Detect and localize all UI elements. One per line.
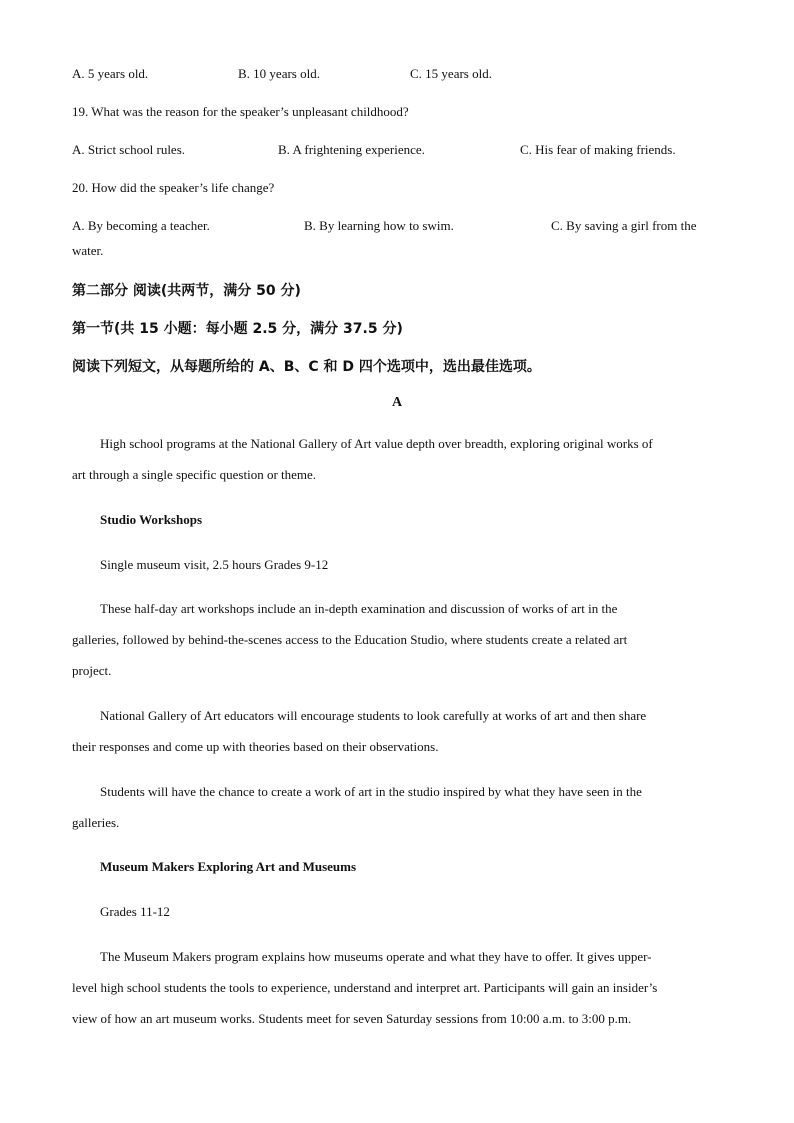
makers-p1-line-1: The Museum Makers program explains how museums operate and what they have to offer. It gives upper- xyxy=(100,949,652,964)
studio-p1-line-3: project. xyxy=(72,663,112,678)
makers-p1-line-2: level high school students the tools to experience, understand and interpret art. Participants will gain an insider’s xyxy=(72,980,658,995)
museum-makers-meta: Grades 11-12 xyxy=(100,904,170,919)
sub-heading: 第一节(共 15 小题：每小题 2.5 分，满分 37.5 分) xyxy=(72,321,403,337)
studio-p2-line-1: National Gallery of Art educators will encourage students to look carefully at works of art and then share xyxy=(100,708,647,723)
makers-p1-line-3: view of how an art museum works. Students meet for seven Saturday sessions from 10:00 a.m. to 3:00 p.m. xyxy=(72,1011,632,1026)
q18-option-a: A. 5 years old. xyxy=(72,66,149,81)
passage-letter: A xyxy=(391,395,403,410)
q19-option-c: C. His fear of making friends. xyxy=(520,142,676,157)
q18-option-c: C. 15 years old. xyxy=(410,66,492,81)
q19-option-a: A. Strict school rules. xyxy=(72,142,186,157)
studio-workshops-title: Studio Workshops xyxy=(100,512,203,527)
q18-option-b: B. 10 years old. xyxy=(238,66,320,81)
q20-option-c-continued: water. xyxy=(72,243,104,258)
instructions: 阅读下列短文，从每题所给的 A、B、C 和 D 四个选项中，选出最佳选项。 xyxy=(72,359,541,375)
studio-p1-line-1: These half-day art workshops include an in-depth examination and discussion of works of art in the xyxy=(100,601,618,616)
studio-p2-line-2: their responses and come up with theories based on their observations. xyxy=(72,739,439,754)
studio-p3-line-2: galleries. xyxy=(72,815,120,830)
studio-workshops-meta: Single museum visit, 2.5 hours Grades 9-12 xyxy=(100,557,329,572)
q20-question: 20. How did the speaker’s life change? xyxy=(72,180,275,195)
q19-option-b: B. A frightening experience. xyxy=(278,142,425,157)
q20-option-a: A. By becoming a teacher. xyxy=(72,218,210,233)
intro-line-2: art through a single specific question or theme. xyxy=(72,467,317,482)
q20-option-b: B. By learning how to swim. xyxy=(304,218,454,233)
studio-p3-line-1: Students will have the chance to create a work of art in the studio inspired by what they have seen in the xyxy=(100,784,642,799)
studio-p1-line-2: galleries, followed by behind-the-scenes access to the Education Studio, where students create a related art xyxy=(72,632,628,647)
intro-line-1: High school programs at the National Gallery of Art value depth over breadth, exploring original works of xyxy=(100,436,653,451)
q19-question: 19. What was the reason for the speaker’s unpleasant childhood? xyxy=(72,104,409,119)
q20-option-c: C. By saving a girl from the xyxy=(551,218,697,233)
museum-makers-title: Museum Makers Exploring Art and Museums xyxy=(100,859,357,874)
part-heading: 第二部分 阅读(共两节，满分 50 分) xyxy=(72,283,301,299)
